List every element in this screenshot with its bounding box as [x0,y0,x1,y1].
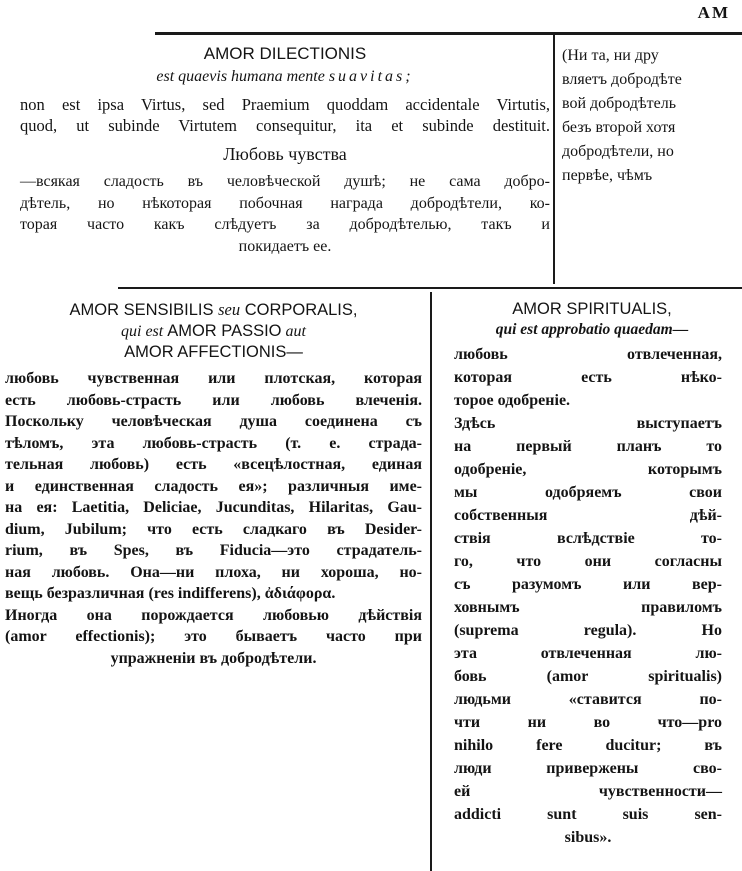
left-column-body [5,368,422,669]
body-line: ная любовь. Она—ни плоха, ни хороша, но- [5,563,422,581]
left-column-title-2: AMOR AFFECTIONIS— [124,343,303,361]
right-column-body [448,343,736,849]
column-separator-bottom [430,292,432,871]
title-part: CORPORALIS, [244,301,358,319]
subtitle-spaced-word: suavitas; [328,68,414,85]
side-line: вой добродѣтель [562,95,677,112]
body-line: мы одобряемъ свои [454,484,722,501]
title-part: AMOR SENSIBILIS [69,301,214,319]
side-fragment [562,44,742,188]
body-line: на первый планъ то [454,438,722,455]
body-line: одобреніе, которымъ [454,461,722,478]
side-line: добродѣтели, но [562,143,674,160]
russian-line: покидаетъ ее. [238,237,332,255]
body-line: ховнымъ правиломъ [454,599,722,616]
article-title: AMOR DILECTIONIS [203,44,367,63]
side-line: вляетъ добродѣте [562,71,682,88]
body-line: торое одобреніе. [454,392,571,409]
body-line: тѣломъ, эта любовь-страсть (т. е. страда- [5,434,422,452]
body-line: есть любовь-страсть или любовь влеченія. [5,391,422,409]
body-line: nihilo fere ducitur; въ [454,737,722,754]
subtitle-text: est quaevis humana mente [156,68,325,85]
body-line: вещь безразличная (res indifferens), ἀδιάφορα. [5,585,336,602]
body-line: го, что они согласны [454,553,722,570]
top-article [20,44,550,257]
body-line: sibus». [564,829,612,846]
side-line: первѣе, чѣмъ [562,167,653,184]
right-column [448,300,736,849]
russian-title: Любовь чувства [223,144,347,164]
body-line: эта отвлеченная лю- [454,645,722,662]
body-line: и единственная сладость ея»; различныя име- [5,477,422,495]
latin-line: quod, ut subinde Virtutem consequitur, ita et subinde destituit. [20,116,550,135]
russian-line: торая часто какъ слѣдуетъ за добродѣтелью, такъ и [20,216,550,233]
top-rule [155,32,742,35]
body-line: (amor effectionis); это бываетъ часто при [5,628,422,645]
body-line: Здѣсь выступаетъ [454,415,722,432]
title-conjunction: seu [218,300,241,319]
body-line: любовь отвлеченная, [454,346,722,363]
subtitle-text: aut [285,323,306,340]
body-line: Иногда она порождается любовью дѣйствія [5,606,422,624]
body-line: тельная любовь) есть «всецѣлостная, единая [5,456,422,473]
body-line: чти ни во что—pro [454,714,722,731]
body-line: бовь (amor spiritualis) [454,668,722,685]
body-line: dium, Jubilum; что есть сладкаго въ Desider- [5,520,422,538]
body-line: addicti sunt suis sen- [454,806,722,823]
right-column-subtitle: qui est approbatio quaedam— [495,321,689,338]
body-line: (suprema regula). Но [454,622,722,639]
russian-line: дѣтель, но нѣкоторая побочная награда добродѣтели, ко- [20,194,550,212]
body-line: люди привержены сво- [454,760,722,777]
russian-line: —всякая сладость въ человѣческой душѣ; не сама добро- [20,173,550,190]
body-line: любовь чувственная или плотская, которая [5,370,422,387]
body-line: которая есть нѣко- [454,369,722,386]
left-column-title [5,300,422,320]
side-line: (Ни та, ни дру [562,47,659,64]
column-separator-top [553,34,555,284]
left-column-subtitle [5,322,422,341]
body-line: ей чувственности— [454,783,722,800]
left-column [5,300,422,669]
right-column-title: AMOR SPIRITUALIS, [512,300,672,318]
body-line: ствія вслѣдствіе то- [454,530,722,547]
latin-paragraph [20,94,550,136]
body-line: Поскольку человѣческая душа соединена съ [5,413,422,430]
russian-paragraph [20,171,550,257]
subtitle-caps: AMOR PASSIO [167,322,282,340]
body-line: людьми «ставится по- [454,691,722,708]
body-line: rium, въ Spes, въ Fiducia—это страдатель- [5,542,422,559]
body-line: съ разумомъ или вер- [454,576,722,593]
subtitle-text: qui est [121,323,164,340]
article-subtitle [20,68,550,86]
middle-rule [118,287,742,289]
body-line: на ея: Laetitia, Deliciae, Jucunditas, Hilaritas, Gau- [5,499,422,516]
latin-line: non est ipsa Virtus, sed Praemium quoddam accidentale Virtutis, [20,95,550,114]
body-line: собственныя дѣй- [454,507,722,524]
side-line: безъ второй хотя [562,119,676,136]
body-line: упражненіи въ добродѣтели. [110,649,317,667]
running-head: AM [697,3,730,22]
